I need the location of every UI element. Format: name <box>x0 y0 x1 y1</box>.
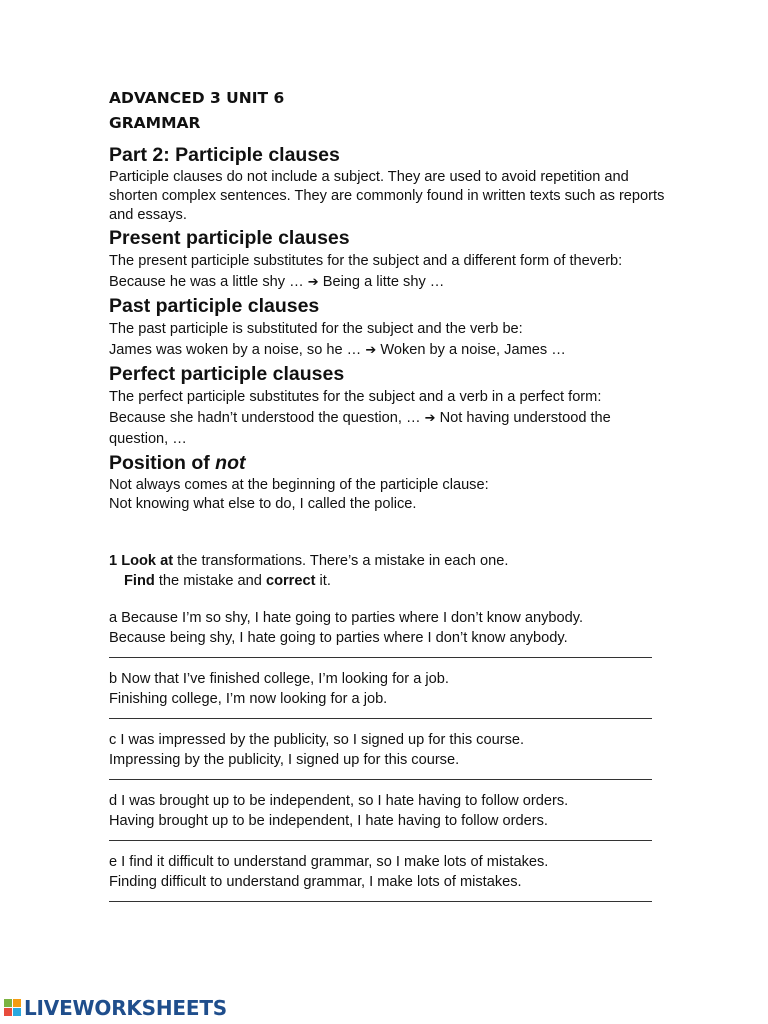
heading-emphasis: not <box>215 452 246 474</box>
example-before: James was woken by a noise, so he … <box>109 342 362 358</box>
answer-line[interactable] <box>109 718 652 719</box>
transformed-sentence: Because being shy, I hate going to parties where I don’t know anybody. <box>109 629 568 646</box>
original-sentence: c I was impressed by the publicity, so I signed up for this course. <box>109 732 525 748</box>
perfect-participle-heading: Perfect participle clauses <box>109 363 345 385</box>
mark-square-4 <box>13 1008 21 1016</box>
instruction-line-1 <box>109 551 669 571</box>
past-participle-text: The past participle is substituted for the subject and the verb be: <box>109 321 523 337</box>
exercise-item-d <box>109 792 669 841</box>
subject-title: GRAMMAR <box>109 114 201 132</box>
example-before: Because she hadn’t understood the question, … <box>109 410 421 426</box>
position-of-not-text: Not always comes at the beginning of the participle clause: <box>109 477 489 493</box>
original-sentence: a Because I’m so shy, I hate going to parties where I don’t know anybody. <box>109 610 584 626</box>
exercise-item-a <box>109 609 669 658</box>
answer-line[interactable] <box>109 657 652 658</box>
mistake-and-text: the mistake and <box>158 573 262 589</box>
course-title: ADVANCED 3 UNIT 6 <box>109 89 285 107</box>
perfect-participle-example <box>109 408 669 450</box>
exercise-1 <box>109 551 669 914</box>
position-of-not-example: Not knowing what else to do, I called the police. <box>109 496 417 512</box>
answer-line[interactable] <box>109 779 652 780</box>
correct-label: correct <box>265 573 316 589</box>
part2-heading: Part 2: Participle clauses <box>109 144 340 166</box>
exercise-item-c <box>109 731 669 780</box>
exercise-number: 1 <box>109 553 118 569</box>
transformed-sentence: Having brought up to be independent, I hate having to follow orders. <box>109 812 548 829</box>
it-text: it. <box>319 573 331 589</box>
present-participle-heading: Present participle clauses <box>109 227 350 249</box>
perfect-participle-text: The perfect participle substitutes for the subject and a verb in a perfect form: <box>109 389 602 405</box>
heading-prefix: Position of <box>109 452 210 474</box>
logo-text: LIVEWORKSHEETS <box>24 996 228 1020</box>
instruction-line-2 <box>109 571 669 591</box>
arrow-icon: ➔ <box>424 411 436 426</box>
arrow-icon: ➔ <box>307 275 319 290</box>
present-participle-example <box>109 272 669 293</box>
example-after: Being a litte shy … <box>322 274 445 290</box>
transformed-sentence: Finding difficult to understand grammar, I make lots of mistakes. <box>109 873 522 890</box>
transformed-sentence: Finishing college, I’m now looking for a job. <box>109 690 388 707</box>
answer-line[interactable] <box>109 840 652 841</box>
exercise-instructions <box>109 551 669 591</box>
original-sentence: d I was brought up to be independent, so I hate having to follow orders. <box>109 793 569 809</box>
look-at-label: Look at <box>121 553 174 569</box>
part2-text: Participle clauses do not include a subject. They are used to avoid repetition and shorten complex sentences. They are commonly found in written texts such as reports and essays. <box>109 169 665 223</box>
position-of-not-heading <box>109 450 669 476</box>
example-after: Not having understood the question, … <box>109 410 611 447</box>
liveworksheets-logo[interactable] <box>4 996 227 1020</box>
answer-line[interactable] <box>109 901 652 902</box>
instruction-text: the transformations. There’s a mistake in each one. <box>177 553 509 569</box>
liveworksheets-mark-icon <box>4 999 22 1017</box>
mark-square-2 <box>13 999 21 1007</box>
find-label: Find <box>124 573 155 589</box>
original-sentence: b Now that I’ve finished college, I’m looking for a job. <box>109 671 449 687</box>
exercise-item-b <box>109 670 669 719</box>
transformed-sentence: Impressing by the publicity, I signed up for this course. <box>109 751 460 768</box>
exercise-item-e <box>109 853 669 902</box>
present-participle-text: The present participle substitutes for the subject and a different form of theverb: <box>109 253 623 269</box>
past-participle-example <box>109 340 669 361</box>
mark-square-1 <box>4 999 12 1007</box>
worksheet-header <box>109 86 284 136</box>
original-sentence: e I find it difficult to understand grammar, so I make lots of mistakes. <box>109 854 549 870</box>
grammar-notes <box>109 142 669 514</box>
example-before: Because he was a little shy … <box>109 274 304 290</box>
example-after: Woken by a noise, James … <box>380 342 566 358</box>
mark-square-3 <box>4 1008 12 1016</box>
past-participle-heading: Past participle clauses <box>109 295 320 317</box>
arrow-icon: ➔ <box>365 343 377 358</box>
